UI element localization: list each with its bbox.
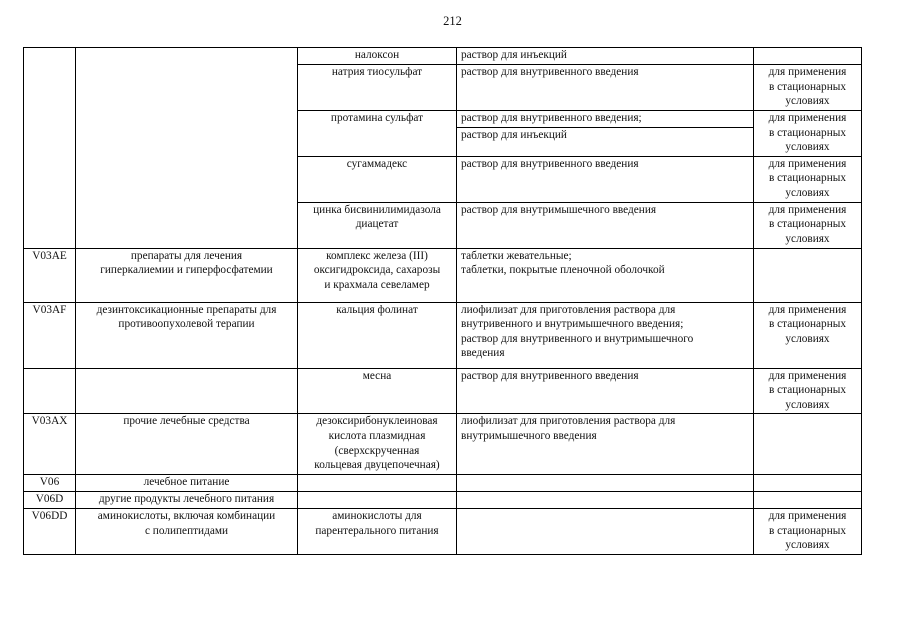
cell-text-line: раствор для инъекций bbox=[461, 129, 567, 142]
dosage-form-cell bbox=[457, 65, 754, 111]
table-row bbox=[24, 368, 862, 414]
drug-name-cell bbox=[298, 248, 457, 302]
group-name-cell bbox=[76, 414, 298, 475]
cell-text-line: гиперкалиемии и гиперфосфатемии bbox=[100, 264, 273, 277]
table-row bbox=[24, 491, 862, 508]
cell-text-line: в стационарных bbox=[769, 218, 846, 231]
cell-text-line: таблетки жевательные; bbox=[461, 249, 572, 262]
drug-name-cell bbox=[298, 48, 457, 65]
cell-text-line: для применения bbox=[768, 509, 847, 522]
cell-text-line: в стационарных bbox=[769, 172, 846, 185]
note-cell bbox=[754, 508, 862, 554]
cell-text-line: в стационарных bbox=[769, 384, 846, 397]
note-cell bbox=[754, 414, 862, 475]
cell-text-line: условиях bbox=[785, 186, 830, 199]
note-cell bbox=[754, 302, 862, 368]
drug-name-cell bbox=[298, 111, 457, 157]
cell-text-line: внутривенного и внутримышечного введения; bbox=[461, 318, 684, 331]
dosage-form-cell bbox=[457, 48, 754, 65]
cell-text-line: прочие лечебные средства bbox=[123, 415, 250, 428]
drug-name-cell bbox=[298, 414, 457, 475]
cell-text-line: кислота плазмидная bbox=[328, 429, 426, 442]
cell-text-line: месна bbox=[362, 369, 392, 382]
cell-text-line: аминокислоты, включая комбинации bbox=[97, 509, 276, 522]
cell-text-line: условиях bbox=[785, 141, 830, 154]
drug-name-cell bbox=[298, 302, 457, 368]
cell-text-line: сугаммадекс bbox=[346, 157, 408, 170]
group-name-cell bbox=[76, 48, 298, 249]
dosage-form-cell bbox=[457, 302, 754, 368]
atc-code-cell bbox=[24, 368, 76, 414]
group-name-cell bbox=[76, 491, 298, 508]
group-name-cell bbox=[76, 248, 298, 302]
cell-text-line: и крахмала севеламер bbox=[324, 278, 430, 291]
note-cell bbox=[754, 491, 862, 508]
cell-text-line: раствор для внутривенного введения; bbox=[461, 112, 642, 124]
cell-text-line: в стационарных bbox=[769, 80, 846, 93]
cell-text-line: протамина сульфат bbox=[330, 112, 424, 124]
cell-text-line: раствор для внутривенного введения bbox=[461, 66, 639, 78]
cell-text-line: цинка бисвинилимидазола bbox=[313, 203, 441, 216]
group-name-cell bbox=[76, 368, 298, 414]
cell-text-line: условиях bbox=[785, 232, 830, 245]
cell-text-line: раствор для внутривенного и внутримышечного bbox=[461, 332, 694, 345]
drug-name-cell bbox=[298, 508, 457, 554]
cell-text-line: для применения bbox=[768, 112, 847, 124]
cell-text-line: для применения bbox=[768, 157, 847, 170]
atc-code-cell: V03AX bbox=[24, 414, 76, 475]
cell-text-line: в стационарных bbox=[769, 126, 846, 139]
atc-code-cell: V06DD bbox=[24, 508, 76, 554]
note-cell bbox=[754, 48, 862, 65]
drug-name-cell bbox=[298, 475, 457, 492]
group-name-cell bbox=[76, 302, 298, 368]
table-row bbox=[24, 508, 862, 554]
dosage-form-cell bbox=[457, 111, 754, 128]
dosage-form-cell bbox=[457, 156, 754, 202]
dosage-form-cell bbox=[457, 202, 754, 248]
cell-text-line: для применения bbox=[768, 66, 847, 78]
cell-text-line: для применения bbox=[768, 203, 847, 216]
cell-text-line: раствор для внутримышечного введения bbox=[461, 203, 657, 216]
table-row bbox=[24, 302, 862, 368]
cell-text-line: препараты для лечения bbox=[130, 249, 243, 262]
cell-text-line: условиях bbox=[785, 95, 830, 108]
dosage-form-cell bbox=[457, 491, 754, 508]
cell-text-line: раствор для внутривенного введения bbox=[461, 157, 639, 170]
cell-text-line: условиях bbox=[785, 332, 830, 345]
dosage-form-cell bbox=[457, 368, 754, 414]
cell-text-line: (сверхскрученная bbox=[334, 444, 420, 457]
cell-text-line: налоксон bbox=[354, 49, 400, 61]
atc-code-cell: V03AE bbox=[24, 248, 76, 302]
cell-text-line: аминокислоты для bbox=[332, 509, 422, 522]
cell-text-line: диацетат bbox=[355, 218, 399, 231]
cell-text-line: в стационарных bbox=[769, 318, 846, 331]
atc-code-cell bbox=[24, 48, 76, 249]
atc-code-cell: V06 bbox=[24, 475, 76, 492]
cell-text-line: для применения bbox=[768, 303, 847, 316]
cell-text-line: дезинтоксикационные препараты для bbox=[96, 303, 277, 316]
cell-text-line: условиях bbox=[785, 539, 830, 552]
table-row bbox=[24, 248, 862, 302]
drug-name-cell bbox=[298, 368, 457, 414]
dosage-form-cell bbox=[457, 508, 754, 554]
note-cell bbox=[754, 156, 862, 202]
table-row bbox=[24, 475, 862, 492]
cell-text-line: внутримышечного введения bbox=[461, 429, 597, 442]
cell-text-line: лечебное питание bbox=[143, 476, 230, 489]
cell-text-line: таблетки, покрытые пленочной оболочкой bbox=[461, 264, 665, 277]
table-row bbox=[24, 414, 862, 475]
drug-name-cell bbox=[298, 202, 457, 248]
cell-text-line: дезоксирибонуклеиновая bbox=[316, 415, 438, 428]
note-cell bbox=[754, 475, 862, 492]
note-cell bbox=[754, 202, 862, 248]
cell-text-line: противоопухолевой терапии bbox=[118, 318, 255, 331]
cell-text-line: комплекс железа (III) bbox=[326, 249, 428, 262]
cell-text-line: натрия тиосульфат bbox=[331, 66, 423, 78]
group-name-cell bbox=[76, 475, 298, 492]
cell-text-line: условиях bbox=[785, 398, 830, 411]
drug-name-cell bbox=[298, 156, 457, 202]
dosage-form-cell bbox=[457, 128, 754, 157]
group-name-cell bbox=[76, 508, 298, 554]
cell-text-line: с полипептидами bbox=[144, 524, 229, 537]
note-cell bbox=[754, 111, 862, 157]
drug-name-cell bbox=[298, 491, 457, 508]
note-cell bbox=[754, 368, 862, 414]
cell-text-line: другие продукты лечебного питания bbox=[98, 492, 275, 505]
cell-text-line: раствор для инъекций bbox=[461, 49, 567, 61]
table-row bbox=[24, 48, 862, 65]
cell-text-line: кальция фолинат bbox=[336, 303, 418, 316]
cell-text-line: в стационарных bbox=[769, 524, 846, 537]
cell-text-line: для применения bbox=[768, 369, 847, 382]
dosage-form-cell bbox=[457, 475, 754, 492]
atc-code-cell: V03AF bbox=[24, 302, 76, 368]
cell-text-line: введения bbox=[461, 347, 505, 360]
note-cell bbox=[754, 248, 862, 302]
drug-table bbox=[23, 47, 862, 555]
dosage-form-cell bbox=[457, 248, 754, 302]
cell-text-line: раствор для внутривенного введения bbox=[461, 369, 639, 382]
page-number: 212 bbox=[443, 14, 462, 28]
cell-text-line: оксигидроксида, сахарозы bbox=[313, 264, 441, 277]
drug-name-cell bbox=[298, 65, 457, 111]
cell-text-line: парентерального питания bbox=[315, 524, 439, 537]
atc-code-cell: V06D bbox=[24, 491, 76, 508]
note-cell bbox=[754, 65, 862, 111]
dosage-form-cell bbox=[457, 414, 754, 475]
cell-text-line: лиофилизат для приготовления раствора для bbox=[461, 415, 676, 428]
cell-text-line: кольцевая двуцепочечная) bbox=[314, 459, 440, 472]
cell-text-line: лиофилизат для приготовления раствора для bbox=[461, 303, 676, 316]
